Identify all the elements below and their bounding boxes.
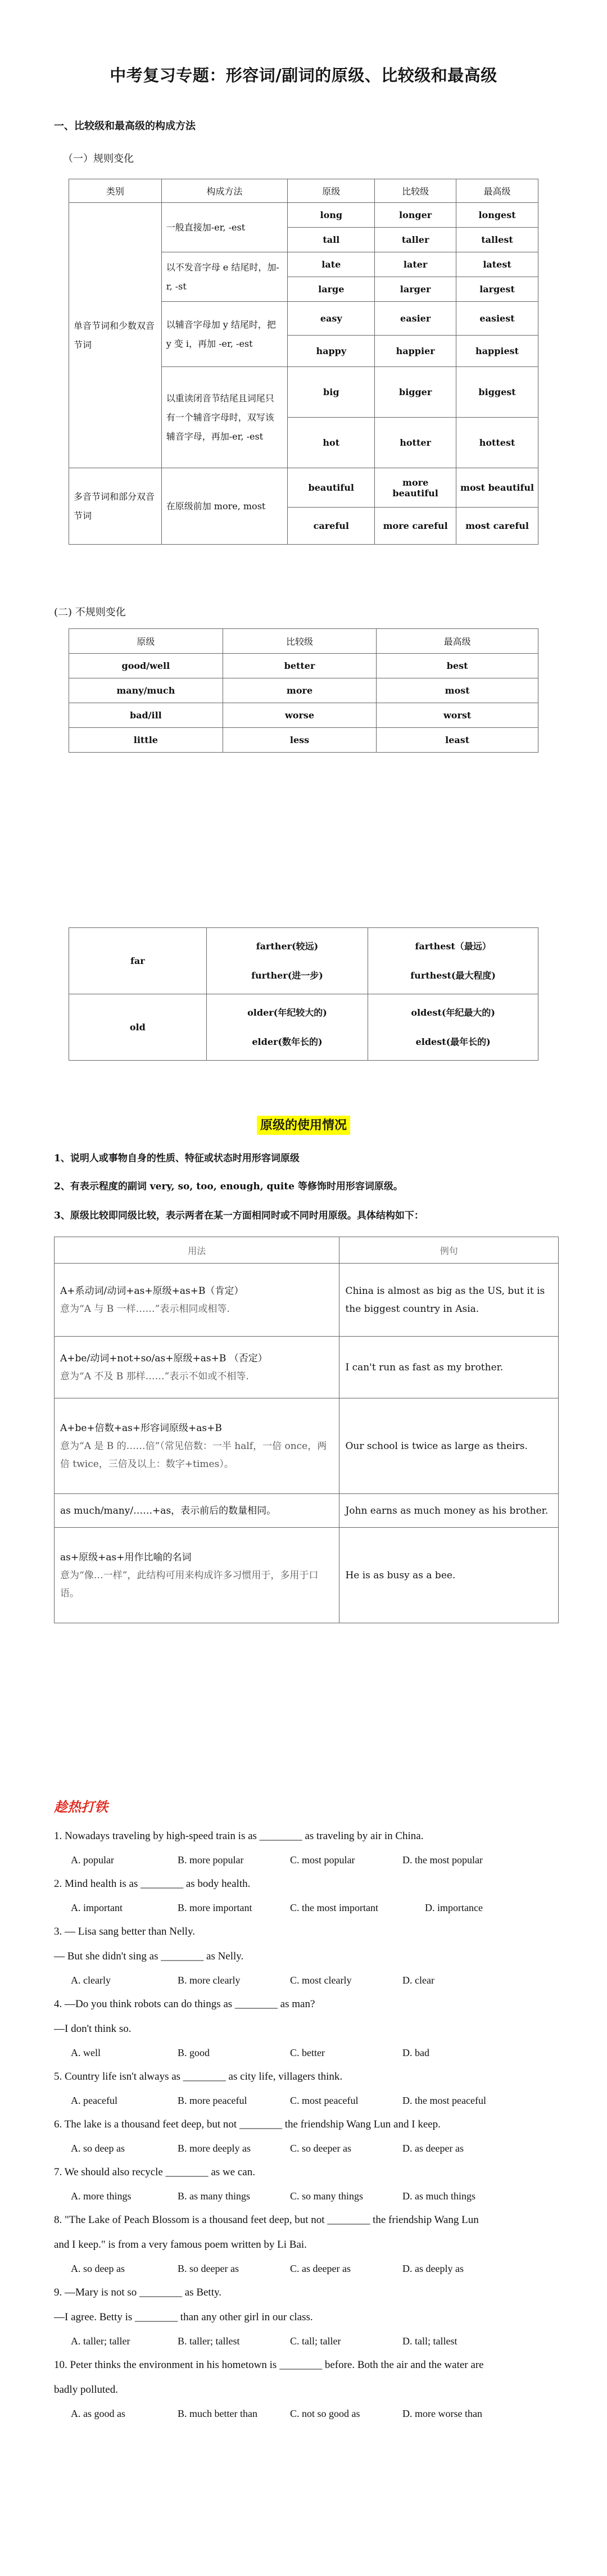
cell-comparative: more careful xyxy=(375,508,456,545)
category-polysyllabic: 多音节词和部分双音节词 xyxy=(69,468,162,545)
option-b[interactable]: B. much better than xyxy=(178,2408,257,2419)
cell-comparative: hotter xyxy=(375,418,456,468)
cell-positive: happy xyxy=(288,336,375,367)
usage-structure: A+be/动词+not+so/as+原级+as+B （否定） xyxy=(60,1352,268,1364)
option-d[interactable]: D. tall; tallest xyxy=(402,2335,457,2347)
section-heading-exercises: 趁热打铁 xyxy=(54,1800,108,1815)
cell-superlative: latest xyxy=(456,252,538,277)
cell-positive: good/well xyxy=(69,654,223,678)
option-c[interactable]: C. as deeper as xyxy=(290,2263,351,2274)
cell-superlative: most careful xyxy=(456,508,538,545)
old-superlative-2: eldest(最年长的) xyxy=(415,1036,491,1047)
option-a[interactable]: A. well xyxy=(71,2047,101,2058)
old-comparative-1: older(年纪较大的) xyxy=(247,1007,327,1018)
old-comparative-2: elder(数年长的) xyxy=(252,1036,323,1047)
option-b[interactable]: B. more important xyxy=(178,1902,252,1913)
option-c[interactable]: C. so deeper as xyxy=(290,2143,351,2154)
option-d[interactable]: D. as deeper as xyxy=(402,2143,464,2154)
cell-superlative: largest xyxy=(456,277,538,302)
old-superlative-1: oldest(年纪最大的) xyxy=(411,1007,495,1018)
regular-table xyxy=(69,179,538,545)
option-c[interactable]: C. the most important xyxy=(290,1902,378,1913)
question xyxy=(54,2286,560,2347)
question-text: 10. Peter thinks the environment in his hometown is ________ before. Both the air and the water are xyxy=(54,2359,484,2371)
question-text: — But she didn't sing as ________ as Nelly. xyxy=(54,1950,244,1962)
cell-positive: large xyxy=(288,277,375,302)
usage-example: He is as busy as a bee. xyxy=(339,1528,559,1623)
usage-structure: A+be+倍数+as+形容词原级+as+B xyxy=(60,1422,222,1434)
question-text: badly polluted. xyxy=(54,2384,118,2396)
cell-superlative: hottest xyxy=(456,418,538,468)
question-text: 1. Nowadays traveling by high-speed train is as ________ as traveling by air in China. xyxy=(54,1830,424,1842)
cell-comparative: taller xyxy=(375,228,456,252)
header-superlative: 最高级 xyxy=(377,629,538,654)
cell-positive: beautiful xyxy=(288,468,375,508)
question-text: 9. —Mary is not so ________ as Betty. xyxy=(54,2287,222,2298)
cell-superlative: most beautiful xyxy=(456,468,538,508)
usage-example: John earns as much money as his brother. xyxy=(339,1494,559,1528)
question xyxy=(54,1925,560,1986)
option-c[interactable]: C. most clearly xyxy=(290,1975,352,1986)
cell-comparative: happier xyxy=(375,336,456,367)
question xyxy=(54,2166,560,2202)
cell-comparative: bigger xyxy=(375,367,456,418)
page-title: 中考复习专题：形容词/副词的原级、比较级和最高级 xyxy=(110,66,497,85)
option-d[interactable]: D. importance xyxy=(425,1902,483,1913)
option-c[interactable]: C. better xyxy=(290,2047,325,2058)
cell-superlative: happiest xyxy=(456,336,538,367)
question-text: 3. — Lisa sang better than Nelly. xyxy=(54,1926,195,1937)
cell-positive: big xyxy=(288,367,375,418)
header-example: 例句 xyxy=(339,1237,559,1264)
option-a[interactable]: A. popular xyxy=(71,1854,114,1866)
option-d[interactable]: D. the most peaceful xyxy=(402,2095,486,2106)
rule-3: 3、原级比较即同级比较，表示两者在某一方面相同时或不同时用原级。具体结构如下： xyxy=(54,1210,424,1221)
option-d[interactable]: D. clear xyxy=(402,1975,434,1986)
option-a[interactable]: A. peaceful xyxy=(71,2095,117,2106)
rule-2: 2、有表示程度的副词 very, so, too, enough, quite 等修饰时用形容词原级。 xyxy=(54,1181,403,1192)
usage-meaning: 意为“A 是 B 的……倍”（常见倍数：一半 half，一倍 once，两倍 twice，三倍及以上：数字+times）。 xyxy=(60,1440,327,1470)
question xyxy=(54,2070,560,2107)
usage-structure: A+系动词/动词+as+原级+as+B（肯定） xyxy=(60,1285,244,1297)
section-heading-formation: 一、比较级和最高级的构成方法 xyxy=(54,120,196,132)
usage-example: I can't run as fast as my brother. xyxy=(339,1337,559,1398)
category-monosyllabic: 单音节词和少数双音节词 xyxy=(69,203,162,468)
usage-table xyxy=(54,1237,559,1623)
usage-meaning: 意为“像…一样”，此结构可用来构成许多习惯用于，多用于口语。 xyxy=(60,1569,319,1599)
option-b[interactable]: B. good xyxy=(178,2047,210,2058)
subheading-regular: （一）规则变化 xyxy=(63,153,134,165)
method-more-most: 在原级前加 more, most xyxy=(161,468,288,545)
cell-positive: little xyxy=(69,728,223,753)
cell-comparative: less xyxy=(223,728,377,753)
question xyxy=(54,1998,560,2059)
option-d[interactable]: D. the most popular xyxy=(402,1854,483,1866)
option-a[interactable]: A. so deep as xyxy=(71,2263,125,2274)
far-comparative-2: further(进一步) xyxy=(251,970,323,981)
cell-superlative: least xyxy=(377,728,538,753)
method-e-ending: 以不发音字母 e 结尾时，加-r, -st xyxy=(161,252,288,302)
question xyxy=(54,2213,560,2275)
header-usage: 用法 xyxy=(55,1237,339,1264)
cell-comparative: later xyxy=(375,252,456,277)
question-text: 4. —Do you think robots can do things as ________ as man? xyxy=(54,1998,315,2010)
option-b[interactable]: B. more popular xyxy=(178,1854,244,1866)
question-text: 8. "The Lake of Peach Blossom is a thousand feet deep, but not ________ the friendship Wang Lun xyxy=(54,2214,479,2226)
option-d[interactable]: D. bad xyxy=(402,2047,429,2058)
cell-superlative: worst xyxy=(377,703,538,728)
cell-comparative: more xyxy=(223,678,377,703)
method-double-consonant: 以重读闭音节结尾且词尾只有一个辅音字母时，双写该辅音字母，再加-er, -est xyxy=(161,367,288,468)
question xyxy=(54,2118,560,2154)
option-b[interactable]: B. as many things xyxy=(178,2190,250,2202)
cell-positive: long xyxy=(288,203,375,228)
cell-positive: easy xyxy=(288,302,375,336)
option-b[interactable]: B. more peaceful xyxy=(178,2095,247,2106)
cell-comparative: easier xyxy=(375,302,456,336)
far-old-table xyxy=(69,927,538,1061)
usage-structure: as much/many/……+as，表示前后的数量相同。 xyxy=(55,1494,339,1528)
usage-example: Our school is twice as large as theirs. xyxy=(339,1398,559,1494)
option-c[interactable]: C. tall; taller xyxy=(290,2335,341,2347)
word-old: old xyxy=(69,994,207,1061)
question-text: and I keep." is from a very famous poem written by Li Bai. xyxy=(54,2239,307,2251)
cell-positive: tall xyxy=(288,228,375,252)
option-c[interactable]: C. most peaceful xyxy=(290,2095,359,2106)
cell-comparative: longer xyxy=(375,203,456,228)
cell-superlative: biggest xyxy=(456,367,538,418)
usage-structure: as+原级+as+用作比喻的名词 xyxy=(60,1551,192,1563)
option-a[interactable]: A. important xyxy=(71,1902,123,1913)
header-comparative: 比较级 xyxy=(375,179,456,203)
cell-positive: bad/ill xyxy=(69,703,223,728)
option-a[interactable]: A. more things xyxy=(71,2190,132,2202)
question xyxy=(54,1877,560,1914)
question-text: 6. The lake is a thousand feet deep, but not ________ the friendship Wang Lun and I keep. xyxy=(54,2118,441,2130)
word-far: far xyxy=(69,928,207,994)
option-b[interactable]: B. more deeply as xyxy=(178,2143,251,2154)
cell-superlative: easiest xyxy=(456,302,538,336)
question-text: 7. We should also recycle ________ as we can. xyxy=(54,2166,255,2178)
option-a[interactable]: A. so deep as xyxy=(71,2143,125,2154)
irregular-table xyxy=(69,628,538,753)
cell-positive: hot xyxy=(288,418,375,468)
cell-comparative: better xyxy=(223,654,377,678)
header-comparative: 比较级 xyxy=(223,629,377,654)
exercise-list xyxy=(54,1830,560,2431)
usage-meaning: 意为“A 不及 B 那样……”表示不如或不相等. xyxy=(60,1370,249,1382)
option-c[interactable]: C. not so good as xyxy=(290,2408,360,2419)
cell-comparative: larger xyxy=(375,277,456,302)
far-superlative-1: farthest（最远） xyxy=(415,940,491,952)
cell-superlative: tallest xyxy=(456,228,538,252)
cell-superlative: most xyxy=(377,678,538,703)
cell-comparative: worse xyxy=(223,703,377,728)
option-c[interactable]: C. most popular xyxy=(290,1854,355,1866)
subheading-irregular: (二) 不规则变化 xyxy=(54,606,126,618)
usage-meaning: 意为“A 与 B 一样……”表示相同或相等. xyxy=(60,1303,230,1315)
usage-example: China is almost as big as the US, but it is the biggest country in Asia. xyxy=(339,1264,559,1337)
option-b[interactable]: B. more clearly xyxy=(178,1975,241,1986)
cell-superlative: best xyxy=(377,654,538,678)
header-positive: 原级 xyxy=(288,179,375,203)
cell-positive: late xyxy=(288,252,375,277)
cell-positive: many/much xyxy=(69,678,223,703)
header-category: 类别 xyxy=(69,179,162,203)
cell-positive: careful xyxy=(288,508,375,545)
option-a[interactable]: A. as good as xyxy=(71,2408,125,2419)
option-d[interactable]: D. more worse than xyxy=(402,2408,482,2419)
question-text: 5. Country life isn't always as ________ as city life, villagers think. xyxy=(54,2071,343,2082)
question-text: —I agree. Betty is ________ than any other girl in our class. xyxy=(54,2311,313,2323)
cell-comparative: more beautiful xyxy=(375,468,456,508)
method-y-ending: 以辅音字母加 y 结尾时，把 y 变 i，再加 -er, -est xyxy=(161,302,288,367)
option-b[interactable]: B. so deeper as xyxy=(178,2263,239,2274)
question xyxy=(54,2358,560,2420)
option-a[interactable]: A. clearly xyxy=(71,1975,111,1986)
far-comparative-1: farther(较远) xyxy=(256,940,319,952)
option-b[interactable]: B. taller; tallest xyxy=(178,2335,240,2347)
header-superlative: 最高级 xyxy=(456,179,538,203)
method-er-est: 一般直接加-er, -est xyxy=(161,203,288,252)
option-c[interactable]: C. so many things xyxy=(290,2190,364,2202)
header-positive: 原级 xyxy=(69,629,223,654)
option-d[interactable]: D. as much things xyxy=(402,2190,475,2202)
question xyxy=(54,1830,560,1866)
cell-superlative: longest xyxy=(456,203,538,228)
option-a[interactable]: A. taller; taller xyxy=(71,2335,130,2347)
option-d[interactable]: D. as deeply as xyxy=(402,2263,464,2274)
question-text: —I don't think so. xyxy=(54,2023,132,2035)
rule-1: 1、说明人或事物自身的性质、特征或状态时用形容词原级 xyxy=(54,1153,300,1164)
header-method: 构成方法 xyxy=(161,179,288,203)
far-superlative-2: furthest(最大程度) xyxy=(410,970,496,981)
section-heading-positive-usage: 原级的使用情况 xyxy=(257,1116,350,1135)
question-text: 2. Mind health is as ________ as body health. xyxy=(54,1878,251,1890)
